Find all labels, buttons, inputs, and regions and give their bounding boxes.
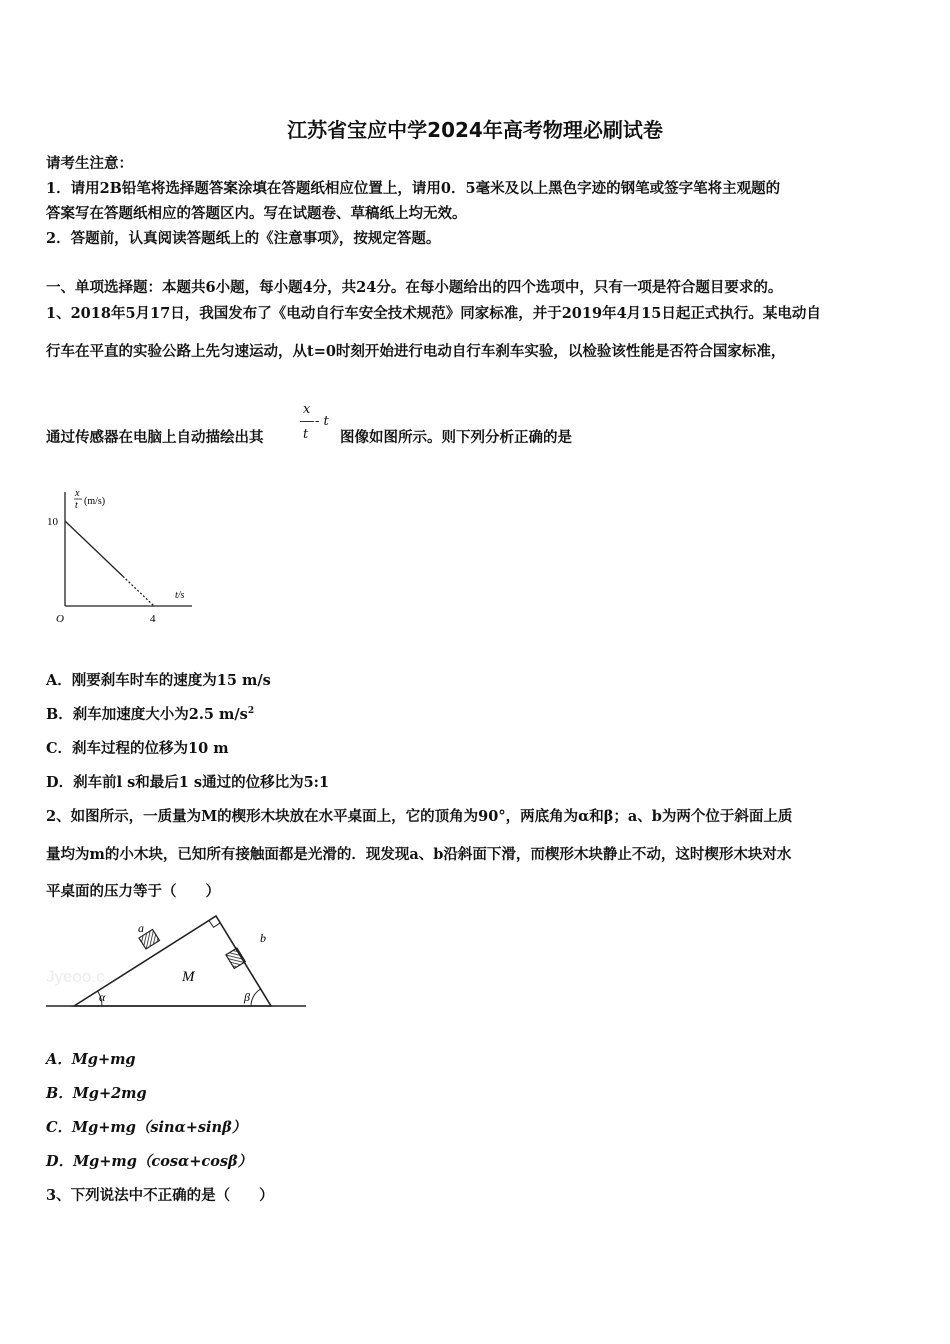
- q2-label-a: a: [138, 921, 144, 935]
- q1-frac-rest: - t: [315, 414, 329, 429]
- q1-graph-y-tick: 10: [47, 516, 58, 528]
- q1-option-c: C．刹车过程的位移为10 m: [46, 740, 229, 757]
- q1-graph: [40, 480, 220, 630]
- section-heading: 一、单项选择题：本题共6小题，每小题4分，共24分。在每小题给出的四个选项中，只有一项是符合题目要求的。: [46, 279, 783, 296]
- q1-option-b-sup: 2: [247, 706, 255, 717]
- q2-label-beta: β: [244, 990, 250, 1004]
- q1-option-b-text: B．刹车加速度大小为2.5 m/s: [46, 706, 248, 723]
- q2-wedge-figure: [40, 910, 315, 1015]
- page-title: 江苏省宝应中学2024年高考物理必刷试卷: [287, 118, 663, 142]
- notice-item1-line1: 1．请用2B铅笔将选择题答案涂填在答题纸相应位置上，请用0．5毫米及以上黑色字迹的钢笔或签字笔将主观题的: [46, 180, 781, 197]
- q1-graph-ylabel-den: t: [75, 500, 78, 511]
- q1-option-d: D．刹车前l s和最后1 s通过的位移比为5:1: [46, 774, 330, 791]
- q1-line3-post: 图像如图所示。则下列分析正确的是: [340, 429, 572, 446]
- q3-line1: 3、下列说法中不正确的是（ ）: [46, 1187, 274, 1204]
- q1-frac-denominator: t: [303, 427, 309, 442]
- q2-option-b: B．Mg+2mg: [46, 1085, 147, 1102]
- q2-block-b: [226, 948, 245, 968]
- q1-graph-origin: O: [56, 613, 64, 625]
- q1-frac-numerator: x: [303, 402, 311, 417]
- q2-option-a: A．Mg+mg: [46, 1051, 136, 1068]
- q2-label-m: M: [182, 969, 195, 985]
- q1-line3-pre: 通过传感器在电脑上自动描绘出其: [46, 429, 264, 446]
- q1-option-a: A．刚要刹车时车的速度为15 m/s: [46, 672, 271, 689]
- notice-item2: 2．答题前，认真阅读答题纸上的《注意事项》，按规定答题。: [46, 230, 441, 247]
- q1-option-b: [46, 703, 254, 724]
- q1-line1: 1、2018年5月17日，我国发布了《电动自行车安全技术规范》同家标准，并于2019年4月15日起正式执行。某电动自: [46, 305, 821, 322]
- q2-label-alpha: α: [99, 990, 106, 1004]
- q1-graph-ylabel-num: x: [75, 488, 80, 499]
- q2-line2: 量均为m的小木块，已知所有接触面都是光滑的．现发现a、b沿斜面下滑，而楔形木块静止不动，这时楔形木块对水: [46, 846, 792, 863]
- q1-graph-x-tick: 4: [150, 613, 156, 625]
- q1-graph-solid-line: [65, 521, 123, 576]
- q2-watermark: Jyeoo.c: [46, 967, 105, 986]
- q1-frac-bar: [300, 421, 314, 422]
- notice-heading: 请考生注意：: [46, 155, 133, 172]
- q1-graph-dashed-line: [123, 576, 154, 606]
- q1-line2: 行车在平直的实验公路上先匀速运动，从t=0时刻开始进行电动自行车刹车实验，以检验该性能是否符合国家标准，: [46, 343, 786, 360]
- q1-graph-xlabel: t/s: [175, 590, 185, 601]
- q2-beta-arc: [251, 989, 261, 1006]
- q2-line3: 平桌面的压力等于（ ）: [46, 883, 220, 900]
- q2-option-d: D．Mg+mg（cosα+cosβ）: [46, 1153, 253, 1170]
- q2-label-b: b: [260, 931, 266, 945]
- q2-line1: 2、如图所示，一质量为M的楔形木块放在水平桌面上，它的顶角为90°，两底角为α和β；a、b为两个位于斜面上质: [46, 808, 793, 825]
- q1-graph-ylabel-unit: (m/s): [84, 496, 106, 507]
- q2-option-c: C．Mg+mg（sinα+sinβ）: [46, 1119, 247, 1136]
- notice-item1-line2: 答案写在答题纸相应的答题区内。写在试题卷、草稿纸上均无效。: [46, 205, 467, 222]
